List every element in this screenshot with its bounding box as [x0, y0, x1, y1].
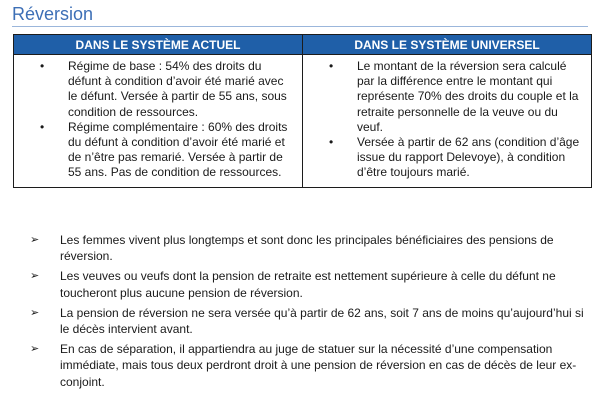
list-item-text: Le montant de la réversion sera calculé par la différence entre le montant qui représente 70% des droits du couple et la retraite personnelle de la veuve ou du veuf. — [357, 59, 579, 134]
page-title: Réversion — [12, 4, 94, 24]
list-item-text: Régime complémentaire : 60% des droits du défunt à condition d’avoir été marié et de n’être pas remarié. Versée à partir de 55 ans. Pas de condition de ressources. — [68, 119, 288, 180]
list-item-text: Les femmes vivent plus longtemps et sont donc les principales bénéficiaires des pensions de réversion. — [60, 233, 554, 264]
list-item — [22, 120, 294, 181]
list-item — [30, 268, 590, 300]
arrow-bullet-icon: ➢ — [30, 234, 40, 246]
arrow-bullet-icon: ➢ — [30, 306, 40, 319]
bullet-dot-icon: • — [329, 59, 334, 73]
list-item-text: En cas de séparation, il appartiendra au juge de statuer sur la nécessité d’une compensation immédiate, mais tous deux perdront droit à une pension de réversion en cas de décès de leur ex-conjoint. — [60, 342, 577, 389]
universal-system-cell — [303, 55, 592, 188]
key-points-list — [30, 232, 590, 394]
list-item — [22, 59, 294, 120]
current-system-cell — [14, 55, 303, 188]
arrow-bullet-icon: ➢ — [30, 343, 40, 356]
bullet-dot-icon: • — [40, 119, 45, 134]
list-item — [30, 305, 590, 337]
bullet-dot-icon: • — [40, 59, 45, 73]
header-universal-system: DANS LE SYSTÈME UNIVERSEL — [303, 35, 592, 55]
list-item-text: La pension de réversion ne sera versée qu’à partir de 62 ans, soit 7 ans de moins qu’aujourd’hui si le décès intervient avant. — [60, 305, 584, 337]
arrow-bullet-icon: ➢ — [30, 270, 40, 283]
list-item — [30, 341, 590, 390]
list-item — [30, 232, 590, 264]
list-item-text: Les veuves ou veufs dont la pension de retraite est nettement supérieure à celle du défunt ne toucheront plus aucune pension de réversion. — [60, 269, 556, 300]
list-item — [311, 59, 583, 135]
title-divider — [12, 26, 588, 27]
list-item-text: Régime de base : 54% des droits du défunt à condition d’avoir été marié avec le défunt. Versée à partir de 55 ans, sous condition de ressources. — [68, 59, 287, 119]
list-item-text: Versée à partir de 62 ans (condition d’âge issue du rapport Delevoye), à condition d’être toujours marié. — [357, 135, 580, 180]
header-current-system: DANS LE SYSTÈME ACTUEL — [14, 35, 303, 55]
bullet-dot-icon: • — [329, 135, 334, 150]
list-item — [311, 135, 583, 181]
comparison-table — [13, 34, 592, 188]
